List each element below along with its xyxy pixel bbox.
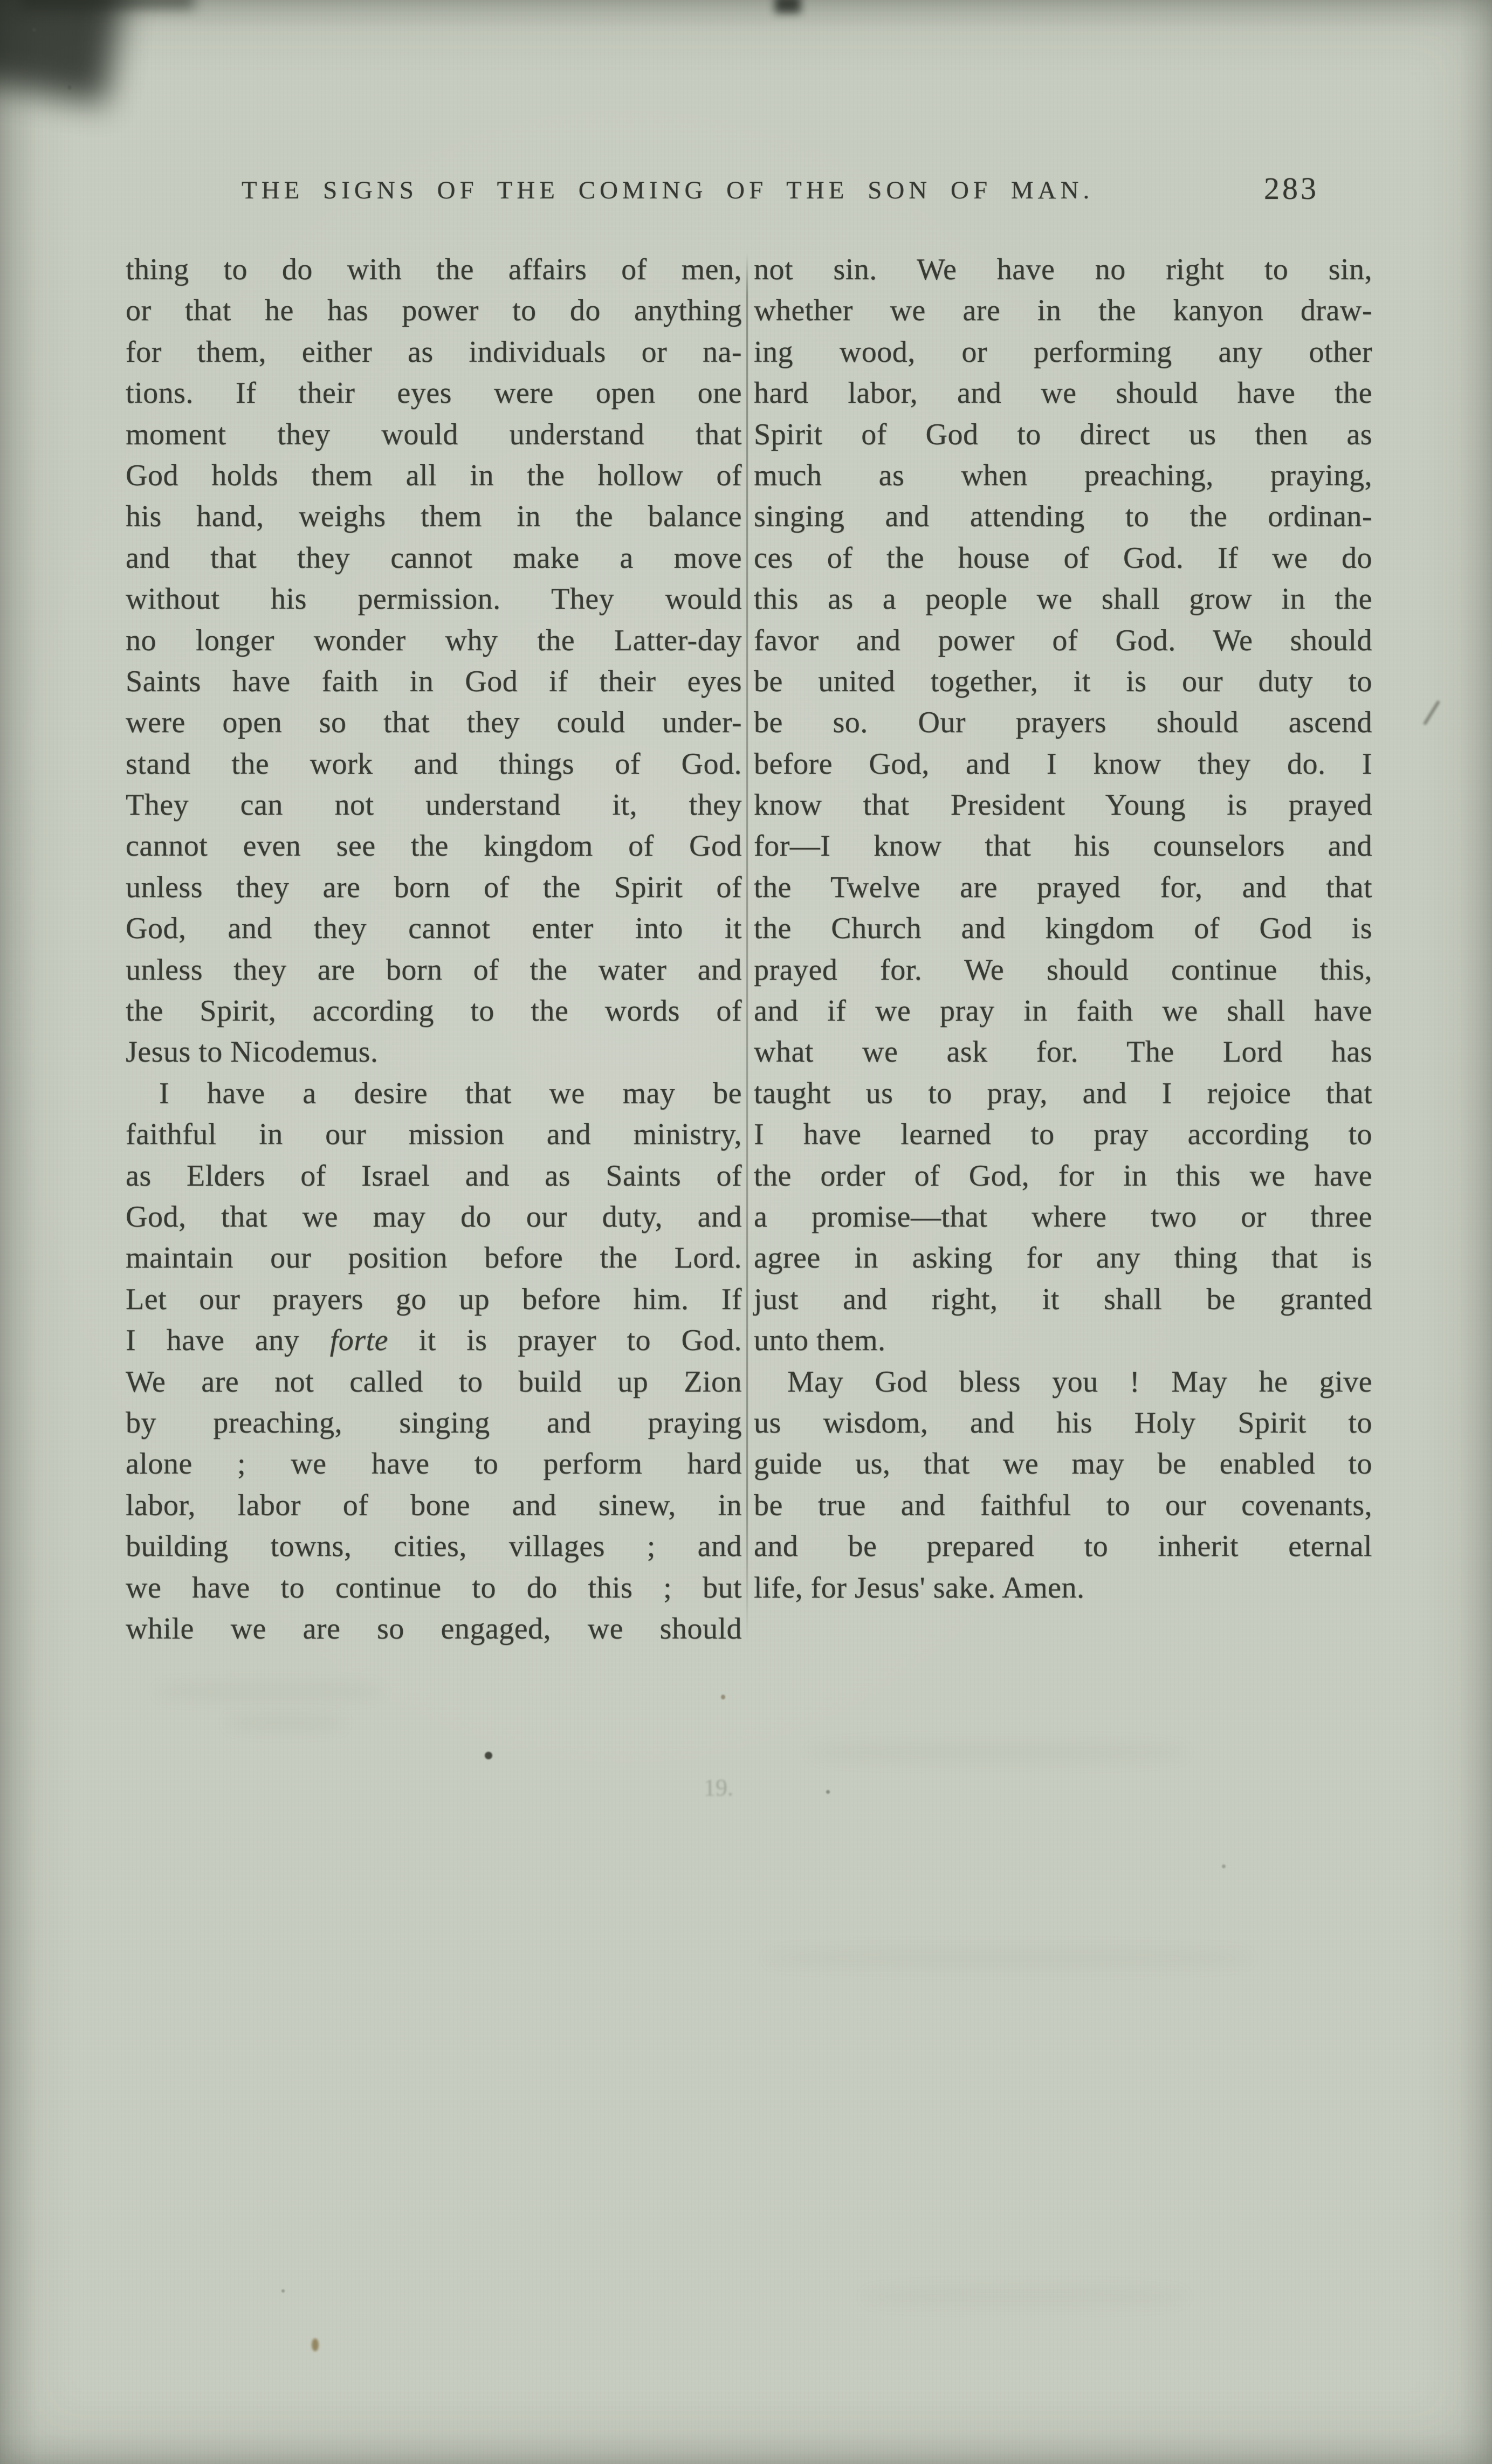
showthrough-smudge: [226, 1715, 345, 1731]
paper-speck: [68, 85, 71, 90]
text-line: singing and attending to the ordinan-: [754, 500, 1372, 534]
text-line: guide us, that we may be enabled to: [754, 1447, 1372, 1481]
text-line: favor and power of God. We should: [754, 623, 1372, 657]
text-line: not sin. We have no right to sin,: [754, 253, 1372, 286]
text-line: Spirit of God to direct us then as: [754, 417, 1372, 451]
text-line: stand the work and things of God.: [126, 747, 742, 781]
text-line: by preaching, singing and praying: [126, 1406, 742, 1440]
text-line: what we ask for. The Lord has: [754, 1035, 1372, 1069]
running-header: THE SIGNS OF THE COMING OF THE SON OF MAN.: [242, 176, 1094, 204]
text-line: this as a people we shall grow in the: [754, 582, 1372, 616]
text-line: agree in asking for any thing that is: [754, 1241, 1372, 1275]
text-line: and if we pray in faith we shall have: [754, 994, 1372, 1028]
text-line: prayed for. We should continue this,: [754, 953, 1372, 987]
text-line: tions. If their eyes were open one: [126, 376, 742, 410]
text-line: moment they would understand that: [126, 417, 742, 451]
text-line: for—I know that his counselors and: [754, 829, 1372, 863]
text-line: May God bless you ! May he give: [787, 1365, 1372, 1399]
showthrough-smudge: [863, 2286, 1186, 2308]
text-line: know that President Young is prayed: [754, 788, 1372, 822]
scan-edge-mark: [775, 0, 801, 13]
text-line: be united together, it is our duty to: [754, 664, 1372, 698]
left-column: [126, 249, 742, 1649]
text-line: were open so that they could under-: [126, 706, 742, 740]
text-line: faithful in our mission and ministry,: [126, 1118, 742, 1152]
paper-stain: [312, 2338, 319, 2351]
column-divider-rule: [746, 253, 748, 1642]
showthrough-smudge: [809, 1742, 1186, 1763]
text-line: the Church and kingdom of God is: [754, 912, 1372, 946]
showthrough-smudge: [766, 1946, 1251, 1970]
text-line: hard labor, and we should have the: [754, 376, 1372, 410]
text-line: just and right, it shall be granted: [754, 1282, 1372, 1316]
text-line: labor, labor of bone and sinew, in: [126, 1488, 742, 1522]
text-line: God, and they cannot enter into it: [126, 912, 742, 946]
text-line: taught us to pray, and I rejoice that: [754, 1076, 1372, 1110]
text-line: life, for Jesus' sake. Amen.: [754, 1571, 1085, 1605]
text-line: Saints have faith in God if their eyes: [126, 664, 742, 698]
text-line: no longer wonder why the Latter-day: [126, 623, 742, 657]
text-line: We are not called to build up Zion: [126, 1365, 742, 1399]
text-line: maintain our position before the Lord.: [126, 1241, 742, 1275]
text-line: unto them.: [754, 1324, 886, 1358]
text-line: for them, either as individuals or na-: [126, 335, 742, 369]
text-line: or that he has power to do anything: [126, 294, 742, 328]
scan-edge-smudge: [22, 0, 194, 9]
showthrough-smudge: [156, 1682, 383, 1701]
text-line: God, that we may do our duty, and: [126, 1200, 742, 1234]
paper-speck: [1222, 1864, 1226, 1868]
text-line: Jesus to Nicodemus.: [126, 1035, 379, 1069]
text-line: the Spirit, according to the words of: [126, 994, 742, 1028]
paper-speck: [721, 1695, 725, 1699]
text-line: his hand, weighs them in the balance: [126, 500, 742, 534]
right-column: [754, 249, 1372, 1608]
text-line: I have learned to pray according to: [754, 1118, 1372, 1152]
text-line: the order of God, for in this we have: [754, 1159, 1372, 1193]
paper-speck: [281, 2289, 285, 2293]
ink-dot: [485, 1752, 492, 1759]
text-line: God holds them all in the hollow of: [126, 458, 742, 492]
text-line: be so. Our prayers should ascend: [754, 706, 1372, 740]
text-line: and that they cannot make a move: [126, 541, 742, 575]
text-line: ing wood, or performing any other: [754, 335, 1372, 369]
text-line: unless they are born of the water and: [126, 953, 742, 987]
text-line: be true and faithful to our covenants,: [754, 1488, 1372, 1522]
text-line: cannot even see the kingdom of God: [126, 829, 742, 863]
scan-corner-shadow: [0, 0, 129, 105]
text-line: I have any forte it is prayer to God.: [126, 1324, 742, 1358]
text-line: much as when preaching, praying,: [754, 458, 1372, 492]
text-line: unless they are born of the Spirit of: [126, 870, 742, 904]
text-line: building towns, cities, villages ; and: [126, 1530, 742, 1564]
ghost-text: 19.: [704, 1774, 733, 1801]
paper-speck: [32, 28, 36, 32]
text-line: without his permission. They would: [126, 582, 742, 616]
text-line: thing to do with the affairs of men,: [126, 253, 742, 286]
text-line: while we are so engaged, we should: [126, 1612, 742, 1646]
text-line: before God, and I know they do. I: [754, 747, 1372, 781]
text-line: and be prepared to inherit eternal: [754, 1530, 1372, 1564]
paper-speck: [826, 1790, 830, 1794]
text-line: whether we are in the kanyon draw-: [754, 294, 1372, 328]
stray-pen-mark: [1423, 700, 1441, 725]
text-line: as Elders of Israel and as Saints of: [126, 1159, 742, 1193]
text-line: us wisdom, and his Holy Spirit to: [754, 1406, 1372, 1440]
text-line: alone ; we have to perform hard: [126, 1447, 742, 1481]
text-line: They can not understand it, they: [126, 788, 742, 822]
text-line: ces of the house of God. If we do: [754, 541, 1372, 575]
text-line: a promise—that where two or three: [754, 1200, 1372, 1234]
text-line: the Twelve are prayed for, and that: [754, 870, 1372, 904]
text-line: I have a desire that we may be: [159, 1076, 742, 1110]
page-number: 283: [1264, 171, 1319, 206]
text-line: we have to continue to do this ; but: [126, 1571, 742, 1605]
text-line: Let our prayers go up before him. If: [126, 1282, 742, 1316]
